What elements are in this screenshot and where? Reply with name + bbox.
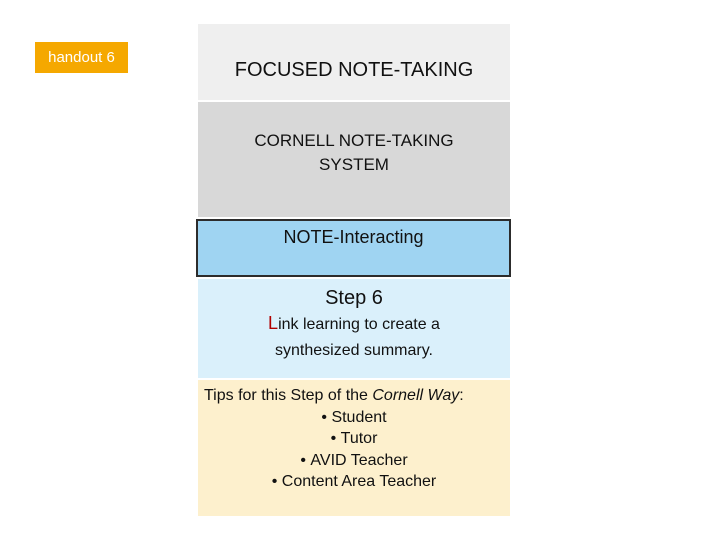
focused-note-taking-header <box>198 24 510 100</box>
tips-heading-start: Tips for this Step of the <box>204 387 373 404</box>
focused-note-taking-title: FOCUSED NOTE-TAKING <box>234 59 474 81</box>
step-description-line-1 <box>198 311 510 337</box>
handout-badge: handout 6 <box>35 42 128 73</box>
list-item: • Tutor <box>204 428 504 450</box>
cornell-system-title: CORNELL NOTE-TAKING SYSTEM <box>254 131 454 174</box>
step-panel <box>198 279 510 378</box>
tips-panel <box>198 380 510 516</box>
tips-heading <box>204 385 504 407</box>
step-first-letter: L <box>268 313 279 333</box>
step-line-1-text: ink learning to create a <box>278 316 440 333</box>
list-item: • AVID Teacher <box>204 450 504 472</box>
note-interacting-title: NOTE-Interacting <box>283 227 424 247</box>
step-description-line-2: synthesized summary. <box>275 342 433 359</box>
step-title: Step 6 <box>325 287 383 309</box>
list-item: • Content Area Teacher <box>204 471 504 493</box>
tips-heading-end: : <box>459 387 464 404</box>
tips-heading-italic: Cornell Way <box>372 387 460 404</box>
cornell-system-panel <box>198 102 510 217</box>
note-interacting-panel <box>196 219 511 277</box>
tips-list <box>204 407 504 493</box>
list-item: • Student <box>204 407 504 429</box>
